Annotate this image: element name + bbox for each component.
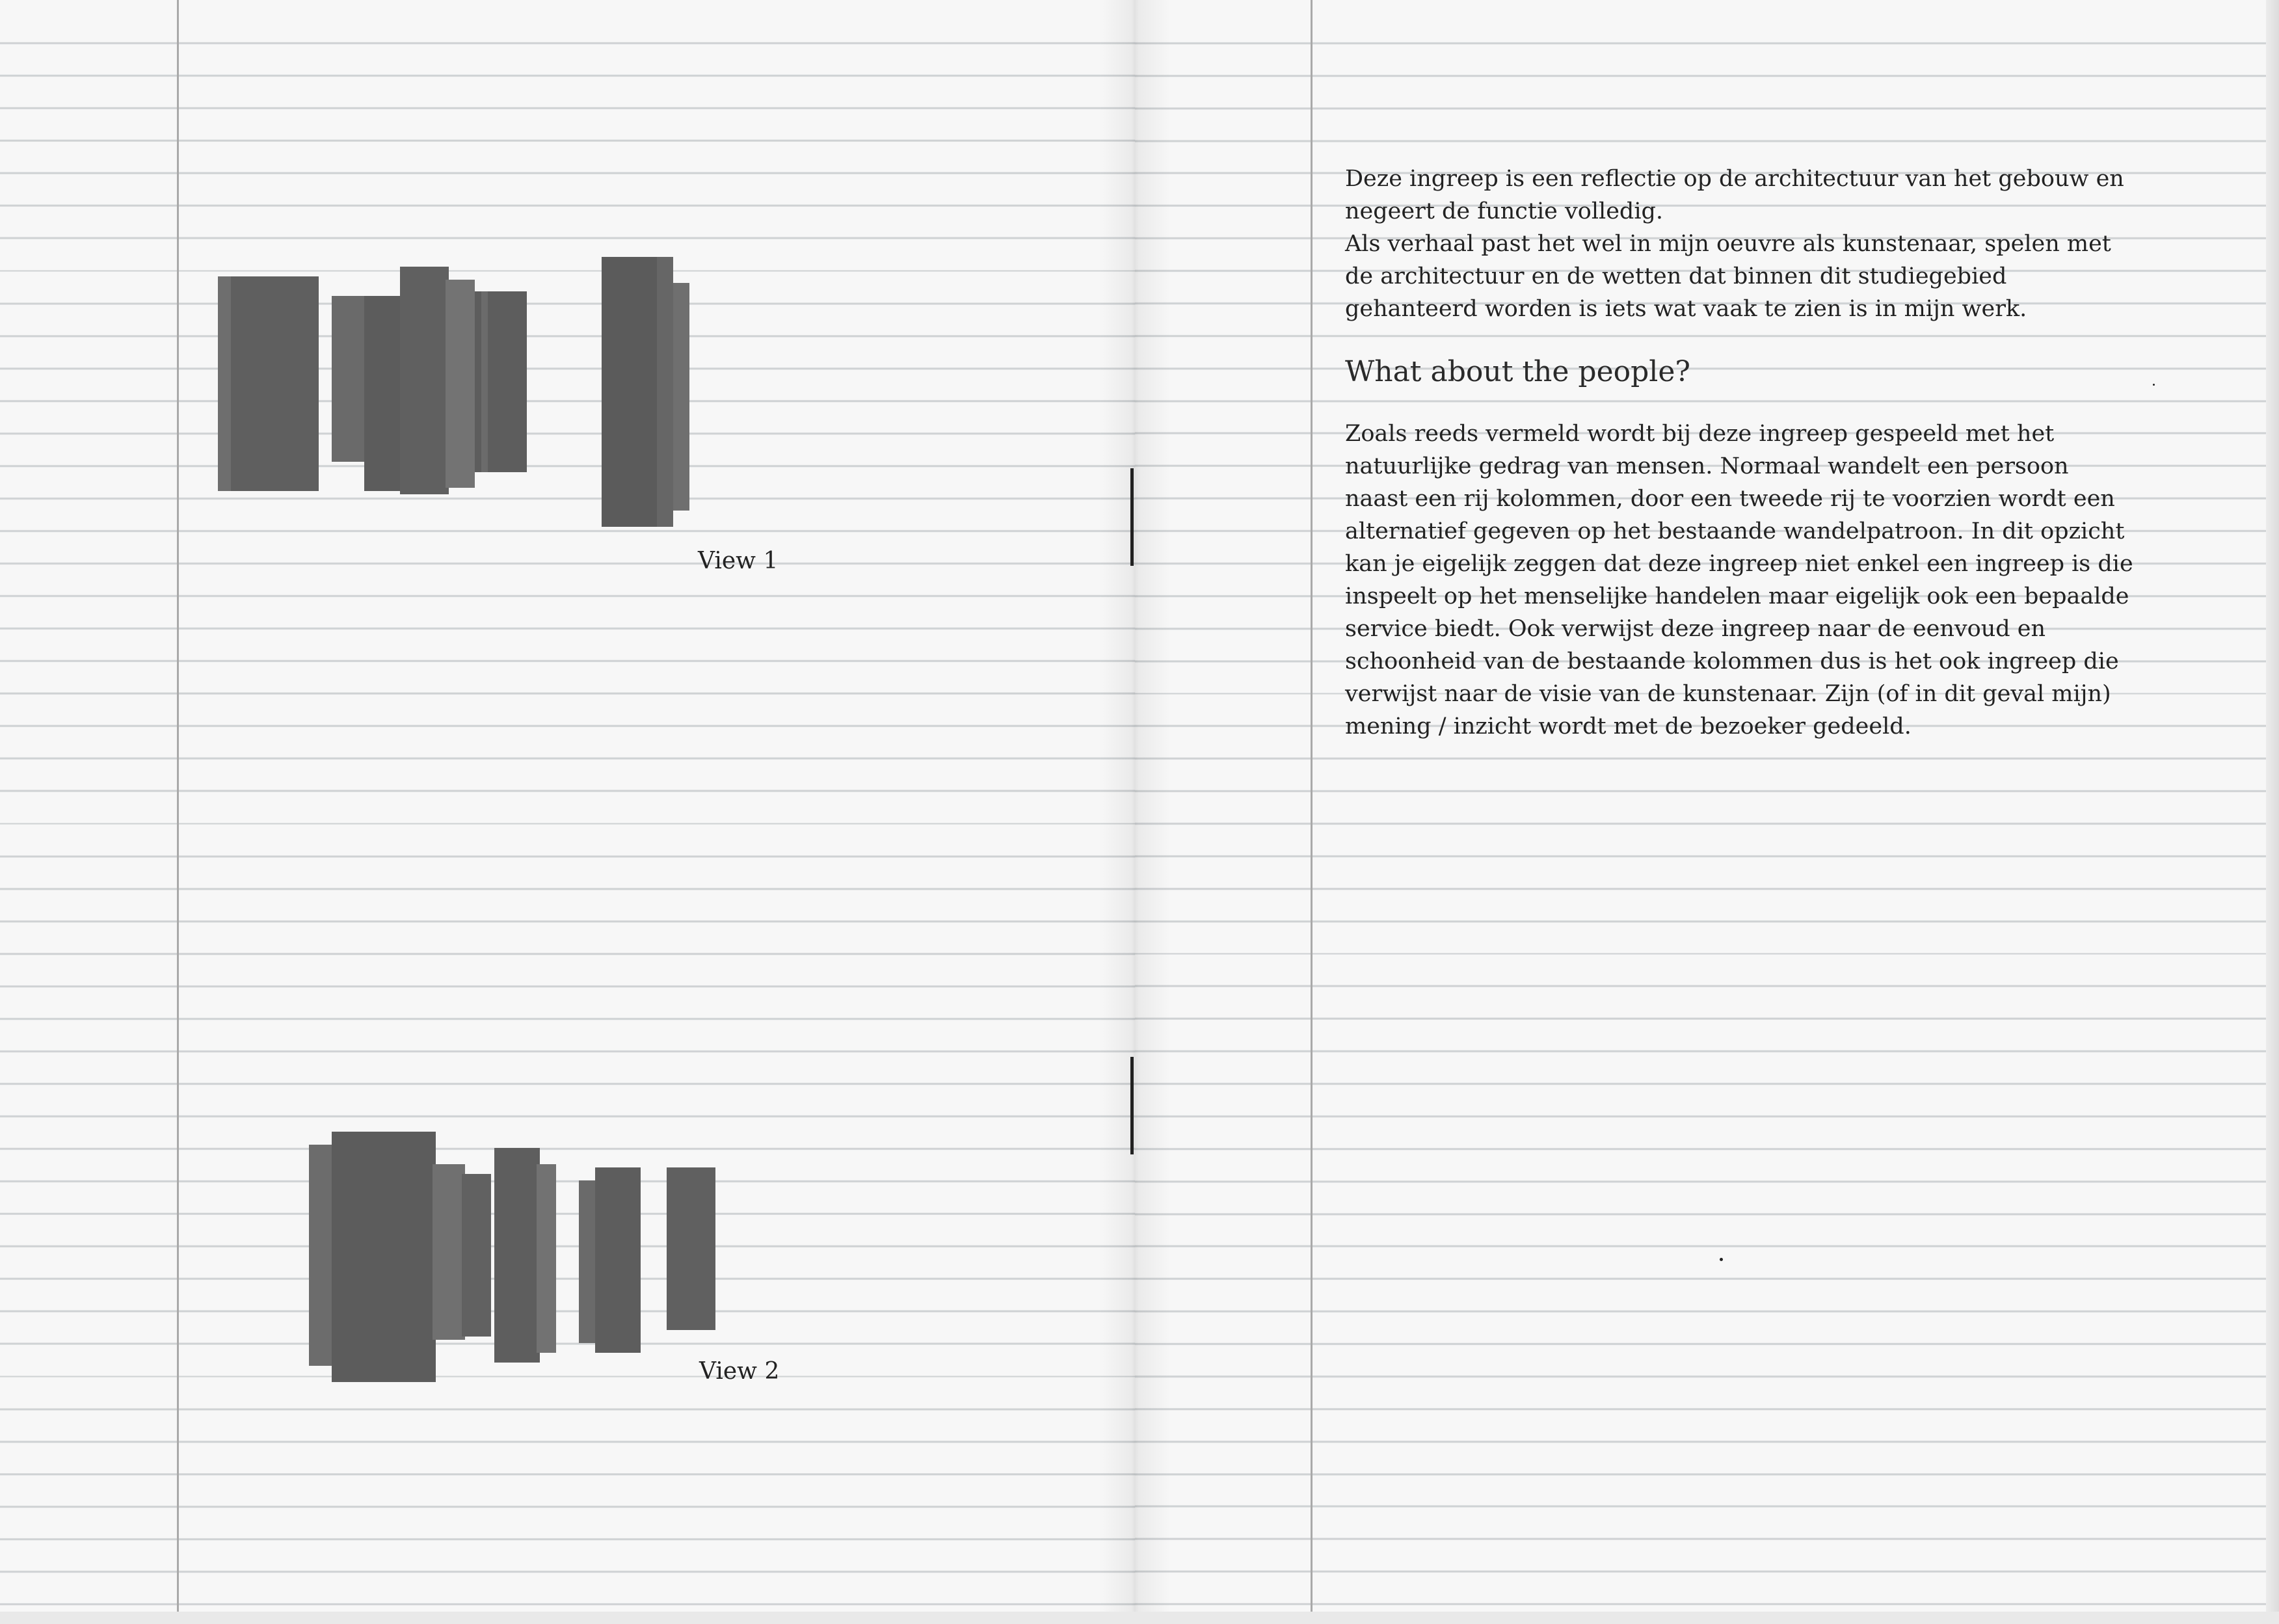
staple (1130, 468, 1134, 566)
staple (1130, 1057, 1134, 1154)
view-2-columns-image (299, 1119, 728, 1392)
column-shape (218, 276, 319, 491)
body-line: Zoals reeds vermeld wordt bij deze ingreep gespeeld met het (1345, 421, 2055, 447)
body-line: service biedt. Ook verwijst deze ingreep naar de eenvoud en (1345, 616, 2046, 642)
intro-line: Deze ingreep is een reflectie op de architectuur van het gebouw en (1345, 166, 2124, 192)
column-shape (332, 1132, 436, 1382)
body-line: mening / inzicht wordt met de bezoeker gedeeld. (1345, 713, 1912, 739)
column-shape (332, 296, 367, 462)
body-line: inspeelt op het menselijke handelen maar eigelijk ook een bepaalde (1345, 583, 2129, 609)
column-shape (433, 1164, 465, 1340)
body-line: verwijst naar de visie van de kunstenaar. Zijn (of in dit geval mijn) (1345, 681, 2111, 707)
view-2-render (299, 1119, 728, 1392)
left-page (0, 0, 1135, 1624)
view-1-columns-image (208, 247, 702, 527)
body-line: alternatief gegeven op het bestaande wandelpatroon. In dit opzicht (1345, 518, 2125, 544)
body-line: kan je eigelijk zeggen dat deze ingreep niet enkel een ingreep is die (1345, 551, 2133, 577)
intro-line: Als verhaal past het wel in mijn oeuvre als kunstenaar, spelen met (1345, 231, 2111, 257)
column-shape (462, 1174, 491, 1337)
intro-line: de architectuur en de wetten dat binnen dit studiegebied (1345, 263, 2007, 289)
column-shape (309, 1145, 335, 1366)
page-edge (2266, 0, 2279, 1624)
intro-line: gehanteerd worden is iets wat vaak te zien is in mijn werk. (1345, 296, 2027, 322)
view-2-caption: View 2 (699, 1358, 780, 1385)
column-shape (218, 276, 231, 491)
body-line: natuurlijke gedrag van mensen. Normaal wandelt een persoon (1345, 453, 2069, 479)
view-1-caption: View 1 (698, 548, 779, 574)
column-shape (446, 280, 475, 488)
page-bottom-edge (0, 1612, 2279, 1624)
book-gutter (1099, 0, 1171, 1624)
right-margin-line (1311, 0, 1313, 1624)
body-line: schoonheid van de bestaande kolommen dus is het ook ingreep die (1345, 648, 2119, 674)
column-shape (537, 1164, 556, 1353)
view-1-render (208, 247, 702, 527)
column-shape (667, 1167, 715, 1330)
left-margin-line (177, 0, 179, 1624)
ink-speck (2153, 384, 2155, 386)
body-line: naast een rij kolommen, door een tweede rij te voorzien wordt een (1345, 486, 2115, 512)
ink-speck (1720, 1258, 1723, 1261)
column-shape (595, 1167, 641, 1353)
section-heading: What about the people? (1345, 355, 1690, 388)
column-shape (481, 291, 488, 472)
column-shape (657, 257, 673, 527)
intro-line: negeert de functie volledig. (1345, 198, 1664, 224)
right-page-text (1345, 163, 2217, 743)
column-shape (400, 267, 449, 494)
column-shape (494, 1148, 540, 1363)
